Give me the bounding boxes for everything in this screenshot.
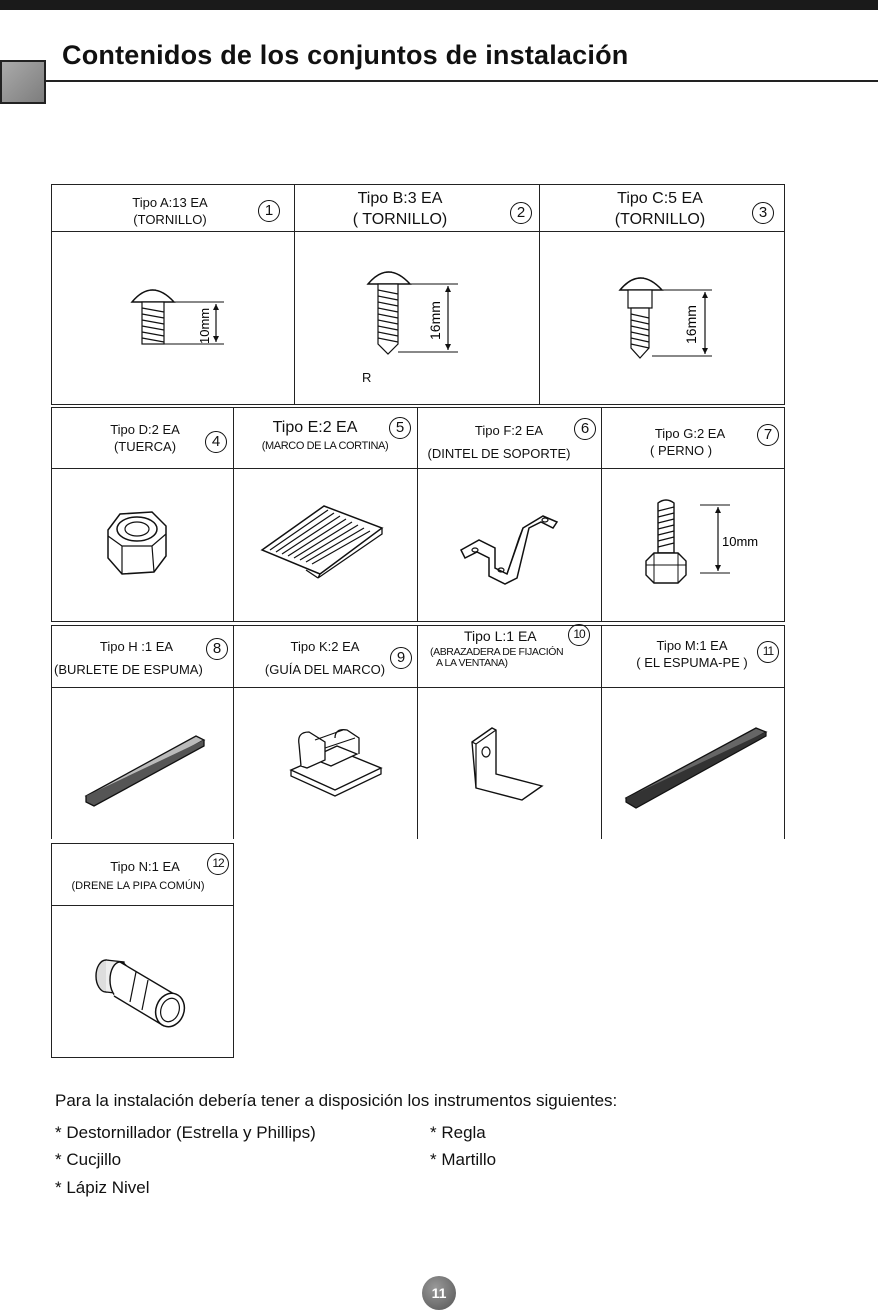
part-h-label — [54, 638, 229, 678]
guide-k-drawing — [285, 720, 395, 810]
part-k-number: 9 — [390, 647, 412, 669]
part-b-number: 2 — [510, 202, 532, 224]
clamp-l-drawing — [462, 712, 552, 807]
screw-a-drawing — [120, 280, 230, 360]
part-d-number: 4 — [205, 431, 227, 453]
part-m-number: 11 — [757, 641, 779, 663]
drain-n-drawing — [90, 950, 200, 1035]
page-number: 11 — [422, 1276, 456, 1310]
part-l-title: Tipo L:1 EA — [464, 628, 537, 644]
part-k-label — [250, 638, 400, 678]
part-e-label — [245, 418, 405, 455]
part-h-number: 8 — [206, 638, 228, 660]
screw-c-drawing — [612, 268, 722, 368]
part-l-desc: (ABRAZADERA DE FIJACIÓN — [430, 646, 564, 658]
part-g-desc: ( PERNO ) — [650, 443, 713, 458]
foam-m-drawing — [620, 720, 770, 810]
bolt-g-drawing — [640, 495, 780, 590]
nut-d-drawing — [100, 500, 180, 580]
part-f-label — [424, 422, 574, 462]
screw-b-drawing — [360, 262, 470, 362]
part-g-title: Tipo G:2 EA — [654, 426, 726, 441]
part-c-desc: (TORNILLO) — [614, 211, 706, 228]
part-k-desc: (GUÍA DEL MARCO) — [264, 662, 386, 677]
part-n-title: Tipo N:1 EA — [110, 859, 180, 874]
part-d-desc: (TUERCA) — [113, 439, 177, 454]
section-tab — [0, 60, 46, 104]
title-rule — [46, 80, 878, 82]
part-m-label — [622, 637, 762, 671]
part-f-desc: (DINTEL DE SOPORTE) — [427, 446, 571, 461]
part-e-number: 5 — [389, 417, 411, 439]
screw-c-measure: 16mm — [683, 305, 699, 344]
screw-b-note: R — [362, 370, 372, 385]
part-a-title: Tipo A:13 EA — [132, 195, 208, 210]
tool-item: * Cucjillo — [55, 1150, 122, 1169]
part-l-label — [430, 628, 590, 669]
part-f-title: Tipo F:2 EA — [474, 423, 544, 438]
part-h-desc: (BURLETE DE ESPUMA) — [54, 662, 203, 677]
part-l-desc-2: A LA VENTANA) — [436, 657, 508, 669]
frame-e-drawing — [258, 500, 388, 580]
part-b-desc: ( TORNILLO) — [352, 211, 448, 228]
part-d-label — [75, 421, 215, 455]
part-m-title: Tipo M:1 EA — [656, 638, 728, 653]
part-n-label — [58, 858, 218, 895]
part-n-number: 12 — [207, 853, 229, 875]
part-b-title: Tipo B:3 EA — [357, 190, 443, 207]
part-c-label — [590, 188, 730, 230]
part-h-title: Tipo H :1 EA — [99, 639, 174, 654]
screw-b-measure: 16mm — [427, 301, 443, 340]
part-k-title: Tipo K:2 EA — [290, 639, 360, 654]
tool-item: * Regla — [430, 1123, 486, 1142]
part-c-title: Tipo C:5 EA — [617, 190, 703, 207]
tools-intro: Para la instalación debería tener a disposición los instrumentos siguientes: — [55, 1091, 618, 1110]
foam-h-drawing — [82, 730, 212, 810]
part-b-label — [330, 188, 470, 230]
part-g-number: 7 — [757, 424, 779, 446]
part-e-title: Tipo E:2 EA — [272, 419, 358, 436]
part-f-number: 6 — [574, 418, 596, 440]
part-m-desc: ( EL ESPUMA-PE ) — [636, 655, 748, 670]
part-l-number: 10 — [568, 624, 590, 646]
part-a-desc: (TORNILLO) — [133, 212, 207, 227]
part-n-desc: (DRENE LA PIPA COMÚN) — [71, 880, 205, 892]
bracket-f-drawing — [455, 498, 565, 588]
tool-item: * Lápiz Nivel — [55, 1178, 150, 1197]
part-c-number: 3 — [752, 202, 774, 224]
top-bar — [0, 0, 878, 10]
bolt-g-measure: 10mm — [722, 534, 759, 549]
part-g-label — [630, 425, 750, 459]
part-d-title: Tipo D:2 EA — [110, 422, 180, 437]
page-title: Contenidos de los conjuntos de instalación — [62, 40, 629, 70]
part-e-desc: (MARCO DE LA CORTINA) — [261, 440, 389, 452]
screw-a-measure: 10mm — [197, 307, 212, 344]
tool-item: * Martillo — [430, 1150, 497, 1169]
part-a-label — [90, 194, 250, 228]
part-a-number: 1 — [258, 200, 280, 222]
tool-item: * Destornillador (Estrella y Phillips) — [55, 1123, 316, 1142]
